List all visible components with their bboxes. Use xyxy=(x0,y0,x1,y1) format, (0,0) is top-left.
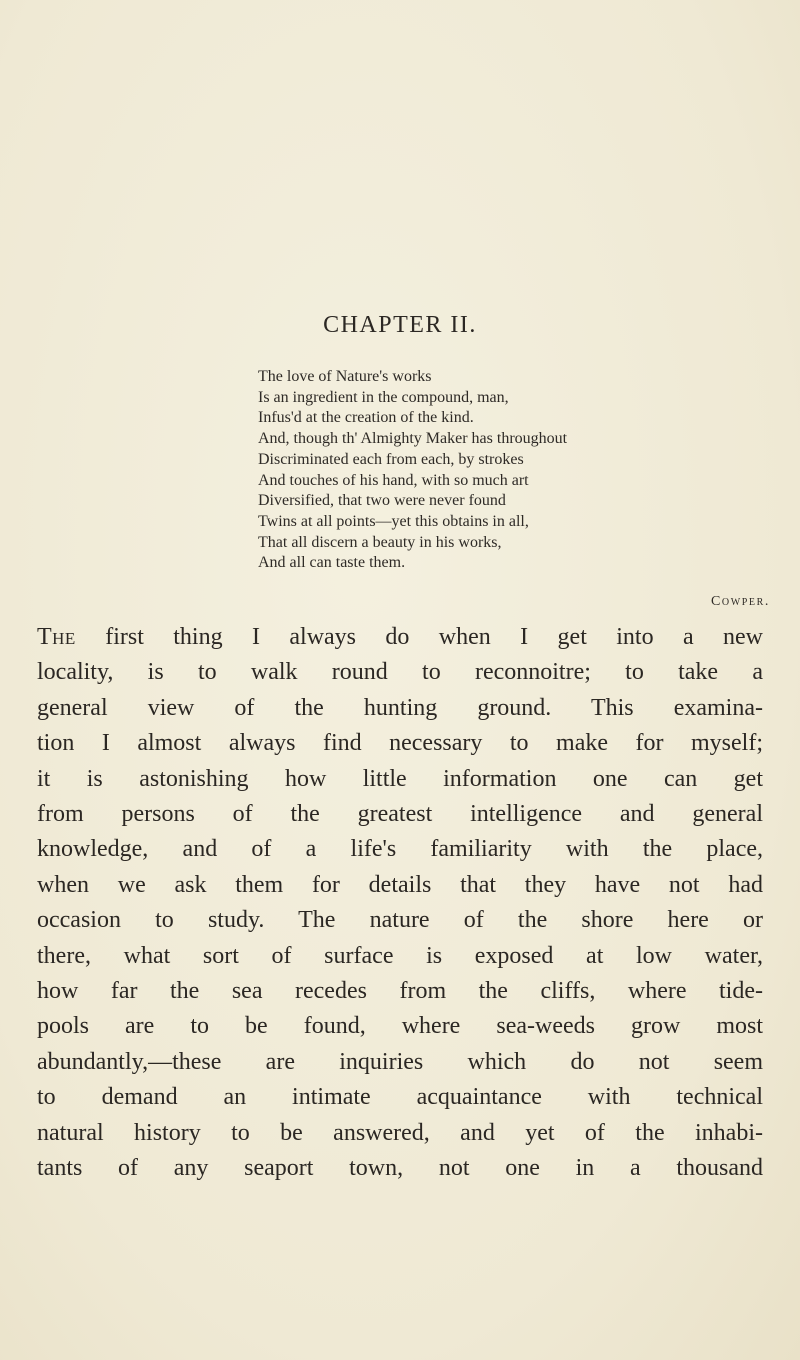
body-line: abundantly,—these are inquiries which do not seem xyxy=(37,1048,763,1075)
body-line: locality, is to walk round to reconnoitre; to take a xyxy=(37,659,763,686)
body-line: occasion to study. The nature of the shore here or xyxy=(37,907,763,934)
epigraph-line: Discriminated each from each, by strokes xyxy=(258,450,524,468)
epigraph-line: Twins at all points—yet this obtains in all, xyxy=(258,512,529,530)
epigraph-attribution: Cowper. xyxy=(710,594,770,609)
body-line: natural history to be answered, and yet of the inhabi- xyxy=(37,1119,763,1146)
epigraph-line: And all can taste them. xyxy=(258,554,406,572)
body-line: it is astonishing how little information one can get xyxy=(37,765,763,792)
body-line xyxy=(37,620,763,655)
epigraph-line: And touches of his hand, with so much art xyxy=(258,471,529,489)
body-line: general view of the hunting ground. This examina- xyxy=(37,694,763,721)
epigraph-line: Infus'd at the creation of the kind. xyxy=(258,409,474,427)
body-line: to demand an intimate acquaintance with technical xyxy=(37,1084,763,1111)
epigraph-line: The love of Nature's works xyxy=(258,368,432,385)
body-line: pools are to be found, where sea-weeds grow most xyxy=(37,1013,763,1040)
body-line-text: first thing I always do when I get into a new xyxy=(75,624,763,650)
epigraph-line: That all discern a beauty in his works, xyxy=(258,533,502,551)
body-line: knowledge, and of a life's familiarity with the place, xyxy=(37,836,763,863)
epigraph-line: And, though th' Almighty Maker has throughout xyxy=(258,430,568,448)
epigraph-line: Is an ingredient in the compound, man, xyxy=(258,388,509,406)
body-paragraph xyxy=(37,620,763,1187)
body-line: when we ask them for details that they have not had xyxy=(37,871,763,898)
epigraph-line: Diversified, that two were never found xyxy=(258,492,506,510)
body-line: there, what sort of surface is exposed at low water, xyxy=(37,942,763,969)
body-line: tion I almost always find necessary to make for myself; xyxy=(37,730,763,757)
paragraph-lead-word: The xyxy=(37,624,76,650)
body-line: tants of any seaport town, not one in a thousand xyxy=(37,1155,763,1182)
epigraph xyxy=(258,367,778,574)
chapter-heading: CHAPTER II. xyxy=(323,312,477,338)
body-line: from persons of the greatest intelligence and general xyxy=(37,801,763,828)
body-line: how far the sea recedes from the cliffs, where tide- xyxy=(37,978,763,1005)
